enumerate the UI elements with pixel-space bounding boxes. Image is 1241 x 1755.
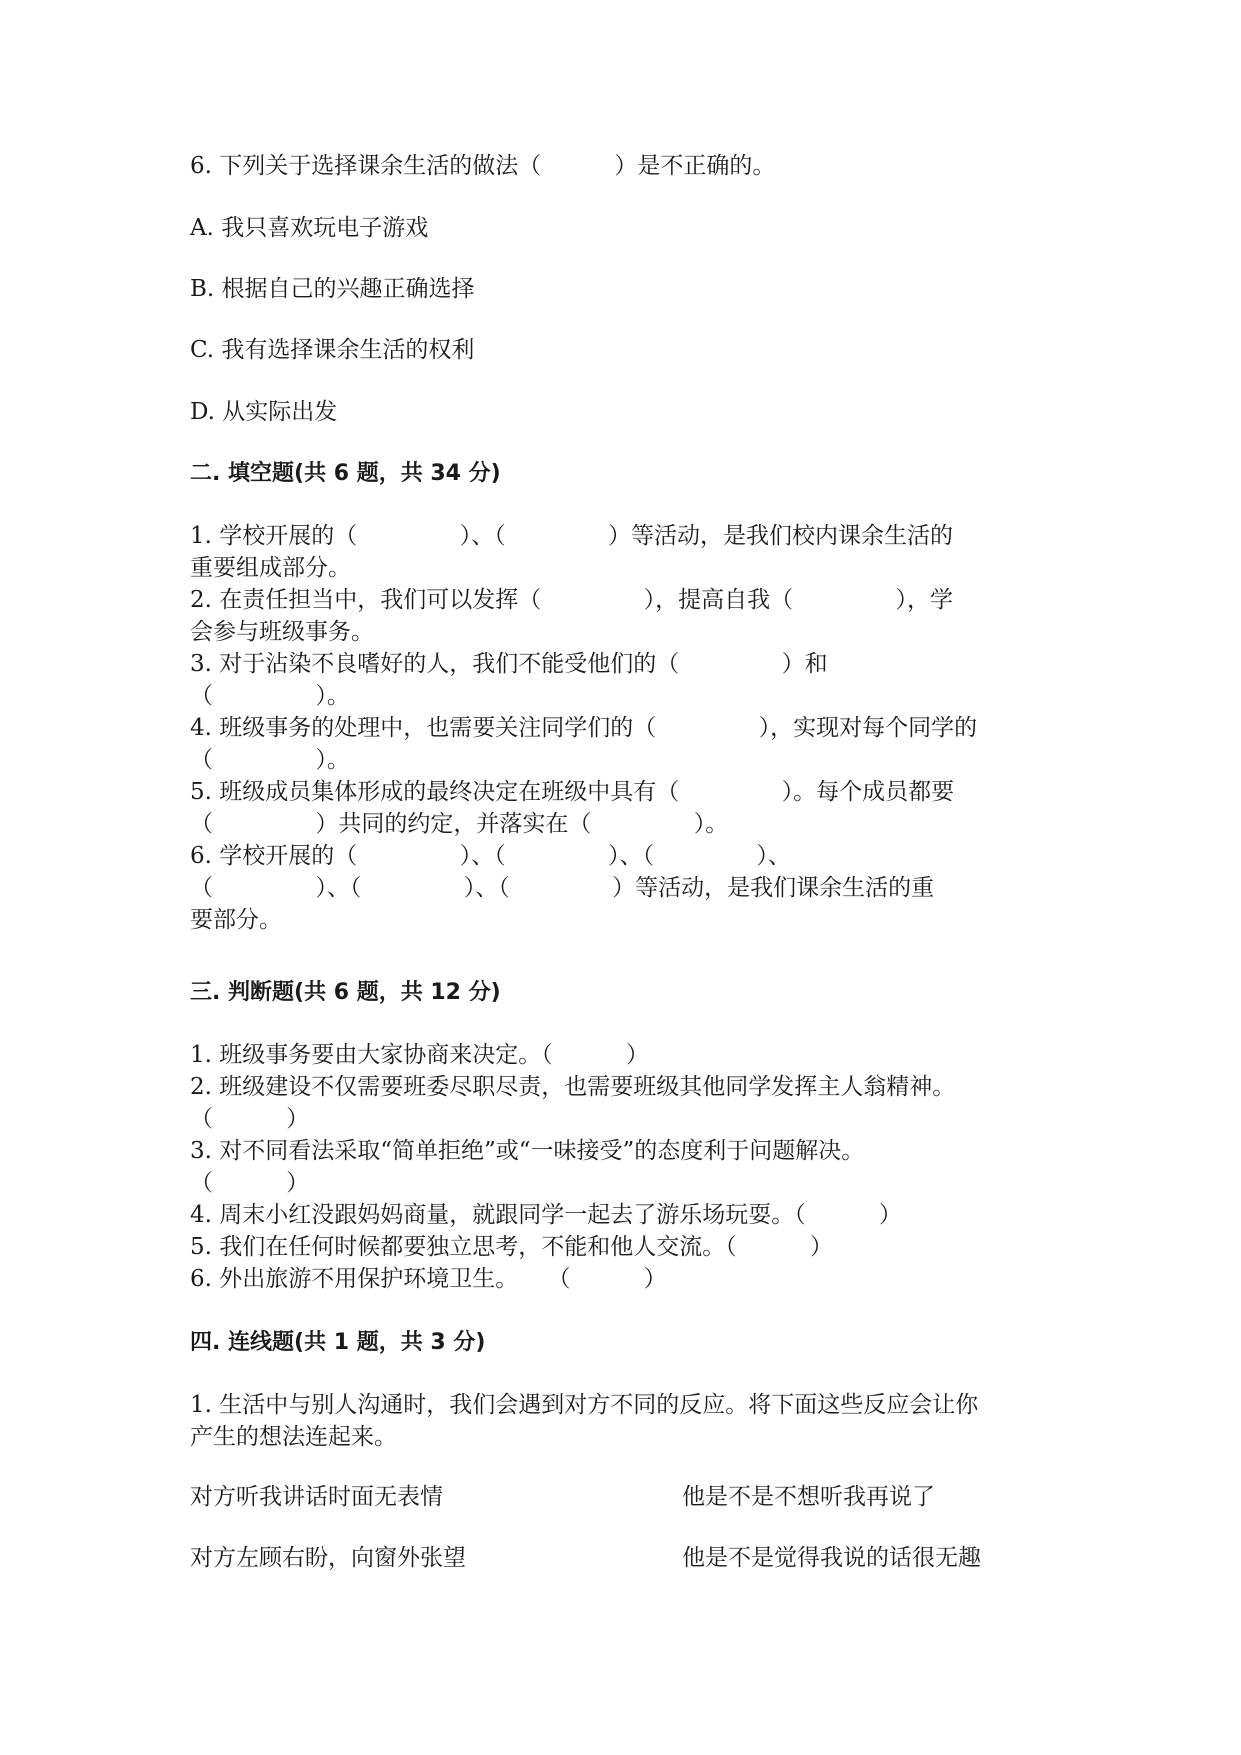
fill-section-title: 二. 填空题(共 6 题，共 34 分): [190, 461, 501, 486]
fill-line: （ ）。: [190, 747, 350, 773]
judge-line: 1. 班级事务要由大家协商来决定。（ ）: [190, 1042, 649, 1068]
fill-line: 6. 学校开展的（ ）、（ ）、（ ）、: [190, 843, 791, 869]
judge-line: 2. 班级建设不仅需要班委尽职尽责，也需要班级其他同学发挥主人翁精神。: [190, 1074, 956, 1100]
judge-line: 5. 我们在任何时候都要独立思考，不能和他人交流。（ ）: [190, 1234, 833, 1260]
match-left-item: 对方左顾右盼，向窗外张望: [190, 1545, 466, 1571]
judge-line: （ ）: [190, 1106, 310, 1132]
option-b: B. 根据自己的兴趣正确选择: [190, 276, 475, 302]
question-6-stem: 6. 下列关于选择课余生活的做法（ ）是不正确的。: [190, 153, 776, 179]
fill-line: 1. 学校开展的（ ）、（ ）等活动，是我们校内课余生活的: [190, 523, 953, 549]
judge-line: 3. 对不同看法采取“简单拒绝”或“一味接受”的态度利于问题解决。: [190, 1138, 865, 1164]
fill-line: 要部分。: [190, 907, 282, 933]
fill-line: （ ）、（ ）、（ ）等活动，是我们课余生活的重: [190, 875, 935, 901]
match-right-item: 他是不是觉得我说的话很无趣: [682, 1545, 981, 1571]
judge-line: （ ）: [190, 1170, 310, 1196]
fill-line: 重要组成部分。: [190, 555, 351, 581]
fill-line: （ ）共同的约定，并落实在（ ）。: [190, 811, 729, 837]
option-d: D. 从实际出发: [190, 399, 338, 425]
fill-line: 2. 在责任担当中，我们可以发挥（ ），提高自我（ ），学: [190, 587, 953, 613]
fill-line: 会参与班级事务。: [190, 619, 374, 645]
option-a: A. 我只喜欢玩电子游戏: [190, 215, 429, 241]
option-c: C. 我有选择课余生活的权利: [190, 337, 475, 363]
fill-line: （ ）。: [190, 683, 350, 709]
judge-line: 4. 周末小红没跟妈妈商量，就跟同学一起去了游乐场玩耍。（ ）: [190, 1202, 902, 1228]
match-left-item: 对方听我讲话时面无表情: [190, 1484, 443, 1510]
fill-line: 3. 对于沾染不良嗜好的人，我们不能受他们的（ ）和: [190, 651, 828, 677]
match-stem-line: 产生的想法连起来。: [190, 1424, 397, 1450]
fill-line: 5. 班级成员集体形成的最终决定在班级中具有（ ）。每个成员都要: [190, 779, 955, 805]
match-right-item: 他是不是不想听我再说了: [682, 1484, 935, 1510]
fill-line: 4. 班级事务的处理中，也需要关注同学们的（ ），实现对每个同学的: [190, 715, 978, 741]
match-section-title: 四. 连线题(共 1 题，共 3 分): [190, 1330, 486, 1355]
judge-line: 6. 外出旅游不用保护环境卫生。 （ ）: [190, 1266, 667, 1292]
match-stem-line: 1. 生活中与别人沟通时，我们会遇到对方不同的反应。将下面这些反应会让你: [190, 1392, 979, 1418]
judge-section-title: 三. 判断题(共 6 题，共 12 分): [190, 980, 501, 1005]
